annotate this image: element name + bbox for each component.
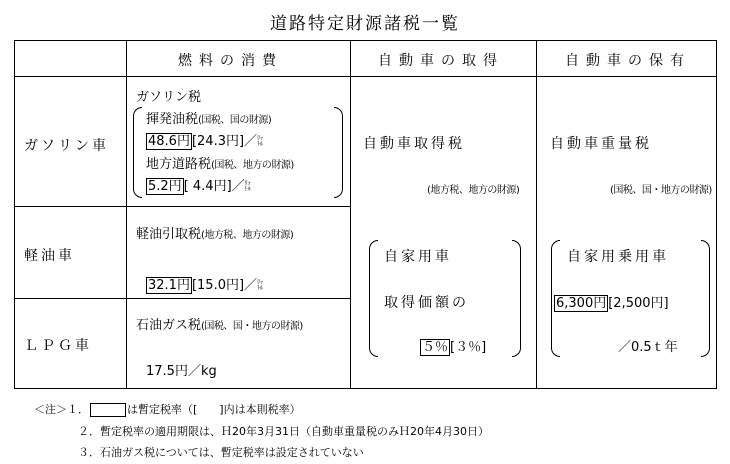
corner-cell: [15, 41, 127, 77]
tax-table: [14, 40, 717, 389]
note-1-text: は暫定税率（[ ]内は本則税率）: [127, 403, 301, 416]
gasoline-tax-name: ガソリン税: [136, 90, 202, 105]
lpg-tax-name: 石油ガス税: [136, 318, 202, 333]
row-label-diesel: 軽油車: [24, 248, 75, 264]
tonnage-base-rate: [2,500円]: [608, 296, 669, 311]
tonnage-tax-name: 自動車重量税: [550, 136, 652, 152]
diesel-provisional-rate: 32.1円: [148, 278, 190, 293]
local-road-tax: 地方道路税: [146, 157, 212, 172]
header-fuel: 燃料の消費: [178, 53, 283, 69]
header-acquire: 自動車の取得: [378, 53, 504, 69]
liter-unit-icon: ﾘｯ ﾄﾙ: [257, 278, 264, 292]
acquisition-left-bracket: [369, 240, 378, 357]
row-label-gasoline: ガソリン車: [24, 138, 109, 154]
lpg-tax-note: (国税、国・地方の財源): [201, 321, 303, 332]
note-2: ２．暫定税率の適用期限は、Ｈ20年3月31日（自動車重量税のみＨ20年4月30日）: [78, 425, 489, 438]
volatile-provisional-rate: 48.6円: [148, 134, 190, 149]
liter-unit-icon: ﾘｯ ﾄﾙ: [244, 179, 251, 193]
local-road-note: (国税、地方の財源): [211, 160, 294, 171]
provisional-rate-legend-box: [90, 403, 126, 417]
gasoline-left-bracket: [133, 107, 142, 198]
acquisition-right-bracket: [512, 240, 521, 357]
page-title: 道路特定財源諸税一覧: [270, 14, 460, 34]
header-hold: 自動車の保有: [565, 53, 691, 69]
volatile-oil-note: (国税、国の財源): [198, 115, 272, 126]
volatile-base-rate: [24.3円]／: [191, 134, 258, 149]
local-base-rate: [ 4.4円]／: [183, 179, 245, 194]
tonnage-right-bracket: [701, 240, 710, 357]
diesel-tax-name: 軽油引取税: [136, 227, 202, 242]
liter-unit-icon: ﾘｯ ﾄﾙ: [257, 134, 264, 148]
tonnage-private-car: 自家用乗用車: [567, 249, 669, 265]
note-3: ３．石油ガス税については、暫定税率は設定されていない: [78, 446, 364, 459]
acquisition-tax-note: (地方税、地方の財源): [427, 185, 520, 196]
acquisition-base-rate: [３％]: [450, 340, 487, 355]
diesel-base-rate: [15.0円]／: [191, 278, 258, 293]
row-label-lpg: ＬＰＧ車: [24, 338, 92, 354]
lpg-rate: 17.5円／kg: [146, 364, 217, 379]
acquisition-tax-name: 自動車取得税: [363, 136, 465, 152]
acquisition-price-label: 取得価額の: [384, 295, 469, 311]
acquisition-provisional-rate: ５％: [422, 340, 449, 355]
note-1-prefix: ＜注＞１．: [34, 403, 89, 416]
gasoline-right-bracket: [334, 107, 343, 198]
acquisition-private-car: 自家用車: [384, 249, 452, 265]
volatile-oil-tax: 揮発油税: [146, 112, 199, 127]
tonnage-unit: ／0.5ｔ年: [618, 340, 678, 355]
diesel-tax-note: (地方税、地方の財源): [201, 230, 294, 241]
local-provisional-rate: 5.2円: [148, 179, 182, 194]
tonnage-provisional-rate: 6,300円: [556, 296, 607, 311]
tonnage-tax-note: (国税、国・地方の財源): [610, 185, 712, 196]
